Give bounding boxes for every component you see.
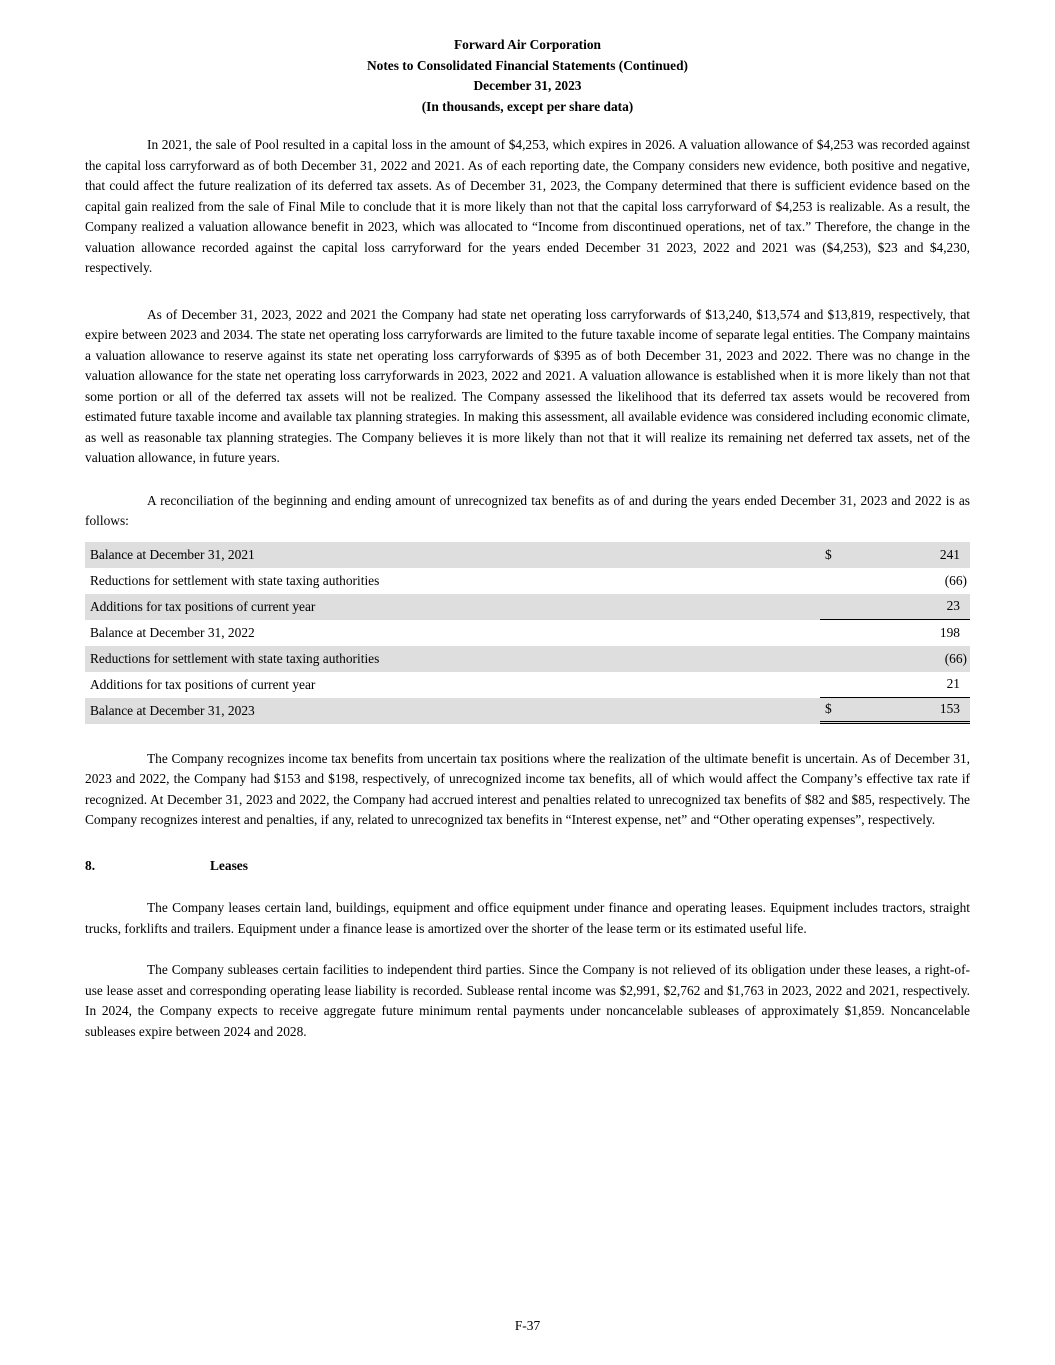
row-amount-group (820, 542, 970, 568)
row-value: 153 (939, 701, 960, 716)
row-value: 21 (946, 676, 960, 691)
row-value: (66) (944, 650, 967, 666)
table-row (85, 594, 970, 620)
row-label: Additions for tax positions of current year (90, 676, 316, 692)
section-heading-leases (85, 856, 970, 877)
page-number: F-37 (514, 1318, 541, 1333)
paragraph-reconciliation-intro: A reconciliation of the beginning and ending amount of unrecognized tax benefits as of and during the years ended December 31, 2023 and 2022 is as follows: (85, 492, 970, 528)
row-value: 23 (946, 598, 960, 613)
table-row (85, 698, 970, 724)
row-amount-group (820, 594, 970, 620)
table-row (85, 620, 970, 646)
row-amount-group (820, 672, 970, 698)
document-header (85, 35, 970, 117)
row-value: (66) (944, 572, 967, 588)
table-row (85, 646, 970, 672)
row-amount-group (820, 620, 970, 646)
units-note: (In thousands, except per share data) (421, 98, 634, 114)
table-row (85, 568, 970, 594)
row-label: Additions for tax positions of current year (90, 598, 316, 614)
section-title: Leases (210, 857, 248, 873)
currency-symbol: $ (825, 546, 832, 562)
paragraph-state-nol: As of December 31, 2023, 2022 and 2021 the Company had state net operating loss carryforwards of $13,240, $13,574 and $13,819, respectively, that expire between 2023 and 2034. The state net operating loss carryforwards are limited to the future taxable income of separate legal entities. The Company maintains a valuation allowance to reserve against its state net operating loss carryforwards of $395 as of both December 31, 2023 and 2022. There was no change in the valuation allowance for the state net operating loss carryforwards in 2023, 2022 and 2021. A valuation allowance is established when it is more likely than not that some portion or all of the deferred tax assets will not be realized. The Company assessed the likelihood that its deferred tax assets would be recovered from estimated future taxable income and available tax planning strategies. In making this assessment, all available evidence was considered including economic climate, as well as reasonable tax planning strategies. The Company believes it is more likely than not that it will realize its remaining net deferred tax assets, net of the valuation allowance, in future years. (85, 306, 970, 465)
row-value: 198 (939, 624, 960, 640)
paragraph-uncertain-positions: The Company recognizes income tax benefits from uncertain tax positions where the realization of the ultimate benefit is uncertain. As of December 31, 2023 and 2022, the Company had $153 and $198, respectively, of unrecognized income tax benefits, all of which would affect the Company’s effective tax rate if recognized. At December 31, 2023 and 2022, the Company had accrued interest and penalties related to unrecognized tax benefits of $82 and $85, respectively. The Company recognizes interest and penalties, if any, related to unrecognized tax benefits in “Interest expense, net” and “Other operating expenses”, respectively. (85, 750, 970, 827)
row-label: Balance at December 31, 2021 (90, 546, 255, 562)
statement-date: December 31, 2023 (473, 78, 582, 93)
row-label: Reductions for settlement with state taxing authorities (90, 650, 380, 666)
table-row (85, 672, 970, 698)
document-page (85, 35, 970, 1042)
section-number: 8. (85, 857, 96, 873)
paragraph-capital-loss: In 2021, the sale of Pool resulted in a capital loss in the amount of $4,253, which expires in 2026. A valuation allowance of $4,253 was recorded against the capital loss carryforward as of both December 31, 2022 and 2021. As of each reporting date, the Company considers new evidence, both positive and negative, that could affect the future realization of its deferred tax assets. As of December 31, 2023, the Company determined that there is sufficient evidence based on the capital gain realized from the sale of Final Mile to conclude that it is more likely than not that the capital loss carryforward of $4,253 is realizable. As a result, the Company realized a valuation allowance benefit in 2023, which was allocated to “Income from discontinued operations, net of tax.” Therefore, the change in the valuation allowance recorded against the capital loss carryforward for the years ended December 31 2023, 2022 and 2021 was ($4,253), $23 and $4,230, respectively. (85, 137, 970, 275)
document-subtitle: Notes to Consolidated Financial Statements (Continued) (366, 57, 688, 73)
row-value: 241 (939, 546, 960, 562)
row-amount-group (820, 646, 970, 672)
row-amount-group (820, 698, 970, 724)
unrecognized-tax-benefits-table (85, 542, 970, 724)
paragraph-leases-overview: The Company leases certain land, buildings, equipment and office equipment under finance and operating leases. Equipment includes tractors, straight trucks, forklifts and trailers. Equipment under a finance lease is amortized over the shorter of the lease term or its estimated useful life. (85, 900, 970, 936)
row-label: Balance at December 31, 2022 (90, 624, 255, 640)
company-name: Forward Air Corporation (453, 37, 602, 52)
row-label: Balance at December 31, 2023 (90, 702, 255, 718)
currency-symbol: $ (825, 701, 832, 716)
paragraph-subleases: The Company subleases certain facilities to independent third parties. Since the Company is not relieved of its obligation under these leases, a right-of-use lease asset and corresponding operating lease liability is recorded. Sublease rental income was $2,991, $2,762 and $1,763 in 2023, 2022 and 2021, respectively. In 2024, the Company expects to receive aggregate future minimum rental payments under noncancelable subleases of approximately $1,859. Noncancelable subleases expire between 2024 and 2028. (85, 962, 970, 1039)
table-row (85, 542, 970, 568)
row-amount-group (820, 568, 970, 594)
row-label: Reductions for settlement with state taxing authorities (90, 572, 380, 588)
